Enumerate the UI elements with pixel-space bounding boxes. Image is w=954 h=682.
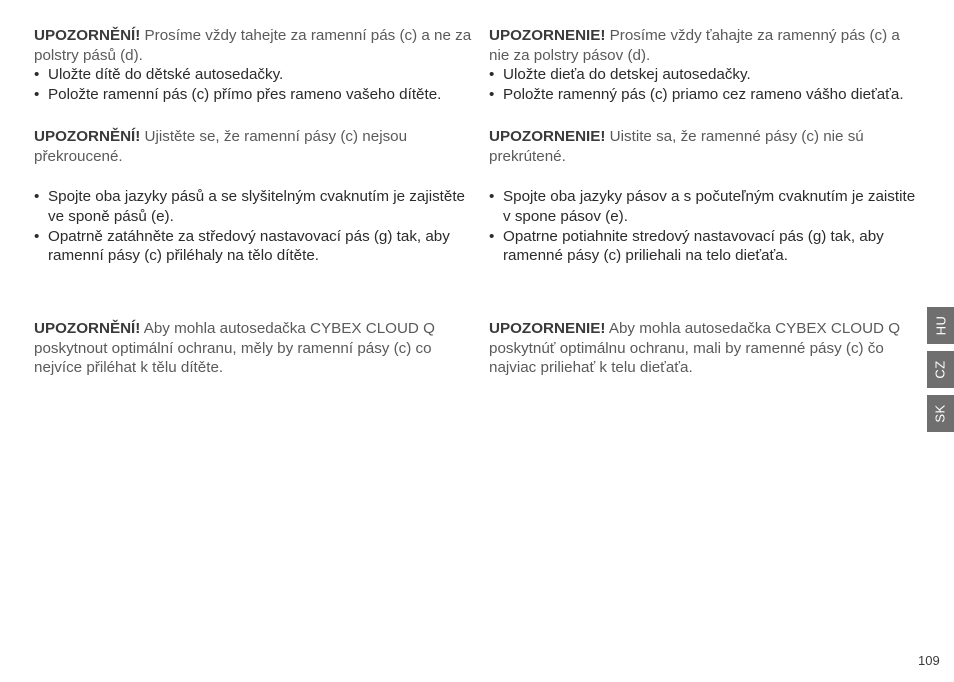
tab-label: SK	[933, 404, 948, 423]
warning-paragraph-2	[489, 127, 919, 166]
tab-sk[interactable]	[927, 395, 954, 432]
warning-paragraph-3	[34, 319, 474, 378]
list-item: • Uložte dieťa do detskej autosedačky.	[489, 65, 919, 85]
tab-label: CZ	[933, 360, 948, 379]
warning-label: UPOZORNĚNÍ!	[34, 320, 141, 338]
warning-text: Aby mohla autosedačka CYBEX CLOUD Q poskytnout optimální ochranu, měly by ramenní pásy (c) co nejvíce přiléhat k tělu dítěte.	[34, 320, 435, 377]
list-item: • Položte ramenní pás (c) přímo přes rameno vašeho dítěte.	[34, 85, 474, 105]
language-tabs	[927, 307, 954, 439]
warning-label: UPOZORNENIE!	[489, 320, 606, 338]
warning-text: Uistite sa, že ramenné pásy (c) nie sú prekrútené.	[489, 127, 864, 165]
column-cz	[34, 26, 474, 378]
warning-label: UPOZORNĚNÍ!	[34, 127, 141, 145]
warning-paragraph-2	[34, 127, 474, 166]
warning-text: Prosíme vždy ťahajte za ramenný pás (c) a nie za polstry pásov (d).	[489, 27, 900, 64]
list-item: • Opatrně zatáhněte za středový nastavovací pás (g) tak, aby ramenní pásy (c) přiléhaly na tělo dítěte.	[34, 227, 474, 266]
warning-paragraph-3	[489, 319, 919, 378]
warning-label: UPOZORNĚNÍ!	[34, 27, 141, 44]
warning-paragraph-1	[34, 26, 474, 65]
warning-label: UPOZORNENIE!	[489, 27, 606, 44]
column-sk	[489, 26, 919, 378]
list-item: • Spojte oba jazyky pásov a s počuteľným cvaknutím je zaistite v spone pásov (e).	[489, 187, 919, 226]
bullet-list-2	[489, 187, 919, 266]
tab-cz[interactable]	[927, 351, 954, 388]
warning-text: Ujistěte se, že ramenní pásy (c) nejsou překroucené.	[34, 127, 408, 165]
tab-hu[interactable]	[927, 307, 954, 344]
warning-text: Prosíme vždy tahejte za ramenní pás (c) a ne za polstry pásů (d).	[34, 27, 472, 64]
bullet-list-2	[34, 187, 474, 266]
list-item: • Opatrne potiahnite stredový nastavovací pás (g) tak, aby ramenné pásy (c) priliehali na telo dieťaťa.	[489, 227, 919, 266]
list-item: • Položte ramenný pás (c) priamo cez rameno vášho dieťaťa.	[489, 85, 919, 105]
tab-label: HU	[933, 315, 948, 336]
warning-label: UPOZORNENIE!	[489, 127, 606, 145]
warning-text: Aby mohla autosedačka CYBEX CLOUD Q poskytnúť optimálnu ochranu, mali by ramenné pásy (c) čo najviac priliehať k telu dieťaťa.	[489, 320, 901, 377]
page-number: 109	[918, 653, 940, 668]
list-item: • Spojte oba jazyky pásů a se slyšitelným cvaknutím je zajistěte ve sponě pásů (e).	[34, 187, 474, 226]
list-item: • Uložte dítě do dětské autosedačky.	[34, 65, 474, 85]
bullet-list-1	[34, 65, 474, 104]
bullet-list-1	[489, 65, 919, 104]
warning-paragraph-1	[489, 26, 919, 65]
